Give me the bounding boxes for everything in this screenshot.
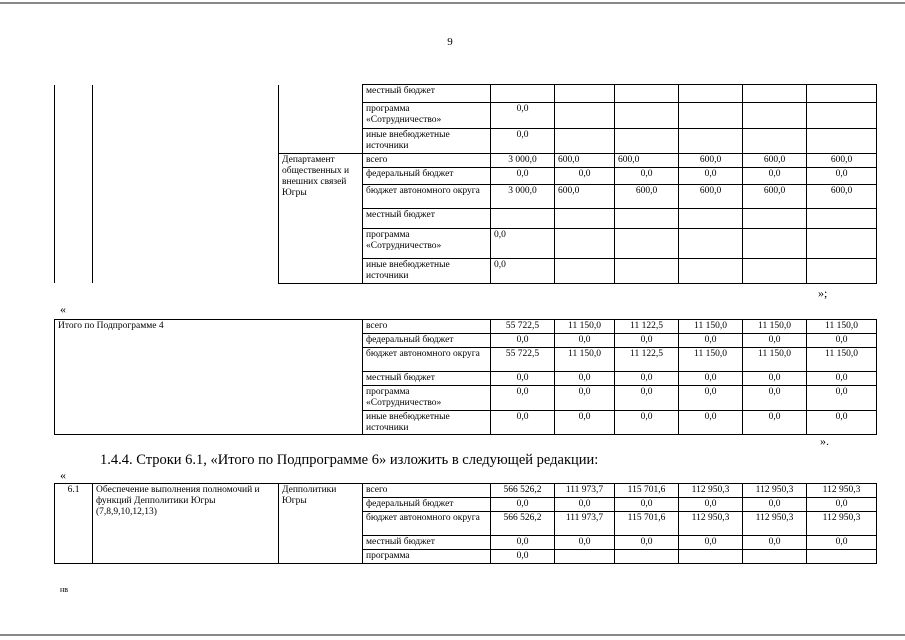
table-cell: 0,0 [679, 385, 743, 410]
table-cell: местный бюджет [363, 371, 491, 385]
table-cell: 0,0 [807, 497, 877, 511]
table-cell: 0,0 [491, 333, 555, 347]
table-cell: 112 950,3 [743, 511, 807, 535]
table-cell [555, 208, 615, 228]
table-cell [279, 85, 363, 154]
table-cell: 11 150,0 [807, 347, 877, 371]
table-cell: бюджет автономного округа [363, 347, 491, 371]
table-cell [615, 129, 679, 154]
table-cell: 600,0 [555, 153, 615, 167]
table-cell: всего [363, 484, 491, 498]
table-cell: 112 950,3 [679, 511, 743, 535]
table-cell [807, 549, 877, 563]
table-cell [615, 549, 679, 563]
table-cell: программа «Сотрудничество» [363, 228, 491, 258]
table-cell [491, 85, 555, 103]
table-cell [615, 258, 679, 283]
table-cell: 0,0 [679, 333, 743, 347]
table-row [55, 85, 877, 103]
subprogram-4-total-table [54, 319, 877, 435]
table-cell [679, 258, 743, 283]
measure-description: Обеспечение выполнения полномочий и функций Депполитики Югры (7,8,9,10,12,13) [93, 484, 279, 564]
table-cell: 0,0 [807, 371, 877, 385]
table-cell [679, 228, 743, 258]
table-cell: 112 950,3 [743, 484, 807, 498]
table-cell [743, 258, 807, 283]
table-cell: 11 150,0 [679, 320, 743, 334]
table-cell: 0,0 [679, 497, 743, 511]
continuation-table [54, 84, 877, 284]
table-cell: 111 973,7 [555, 511, 615, 535]
table-cell: 0,0 [807, 410, 877, 435]
table-cell: 11 122,5 [615, 347, 679, 371]
table-cell [807, 208, 877, 228]
table-row [55, 484, 877, 498]
table-cell: 600,0 [807, 184, 877, 208]
table-cell: 600,0 [615, 184, 679, 208]
table-cell: 11 122,5 [615, 320, 679, 334]
footer-mark: нв [60, 585, 69, 594]
table-cell [93, 85, 279, 284]
table-cell: 0,0 [743, 167, 807, 184]
table-cell: 0,0 [807, 385, 877, 410]
table-cell: бюджет автономного округа [363, 184, 491, 208]
table-cell [679, 129, 743, 154]
table-cell: программа «Сотрудничество» [363, 103, 491, 129]
table-cell: 0,0 [491, 103, 555, 129]
table-cell: 0,0 [491, 535, 555, 549]
table-cell: 600,0 [555, 184, 615, 208]
table-cell: 0,0 [807, 167, 877, 184]
table-cell: 0,0 [743, 497, 807, 511]
table-cell: программа «Сотрудничество» [363, 385, 491, 410]
table-cell: 566 526,2 [491, 484, 555, 498]
table-cell: 0,0 [491, 258, 555, 283]
table-cell: иные внебюджетные источники [363, 258, 491, 283]
table-cell: 0,0 [743, 535, 807, 549]
table-cell: 0,0 [555, 371, 615, 385]
executor-cell: Депполитики Югры [279, 484, 363, 564]
table-cell: 112 950,3 [807, 484, 877, 498]
table-cell: 600,0 [679, 153, 743, 167]
table-cell: 0,0 [491, 549, 555, 563]
table-cell: 0,0 [555, 497, 615, 511]
section-heading: 1.4.4. Строки 6.1, «Итого по Подпрограмме 6» изложить в следующей редакции: [100, 452, 599, 468]
top-border-line [0, 2, 905, 4]
table-cell [615, 208, 679, 228]
table-cell [615, 103, 679, 129]
table-cell: 0,0 [615, 333, 679, 347]
table-cell: всего [363, 153, 491, 167]
table-cell: 11 150,0 [743, 320, 807, 334]
table-cell: федеральный бюджет [363, 333, 491, 347]
table-cell [807, 258, 877, 283]
table-cell [555, 258, 615, 283]
table-cell [679, 85, 743, 103]
table-cell: 0,0 [555, 535, 615, 549]
table-cell: 0,0 [743, 371, 807, 385]
table-cell: 600,0 [679, 184, 743, 208]
table-cell: 0,0 [491, 167, 555, 184]
table-cell [55, 85, 93, 284]
table-cell: 0,0 [743, 333, 807, 347]
table-cell: 600,0 [807, 153, 877, 167]
table-cell: 0,0 [491, 129, 555, 154]
table-cell: 0,0 [679, 535, 743, 549]
table-cell: 0,0 [615, 535, 679, 549]
closing-quote: »; [818, 286, 828, 300]
table-cell: 0,0 [491, 371, 555, 385]
table-cell [491, 208, 555, 228]
table-cell: 0,0 [743, 385, 807, 410]
table-cell [743, 208, 807, 228]
subprogram-total-title: Итого по Подпрограмме 4 [55, 320, 363, 435]
table-cell: всего [363, 320, 491, 334]
table-cell: 0,0 [555, 385, 615, 410]
bottom-border-line [0, 634, 905, 636]
table-cell [743, 85, 807, 103]
table-cell [807, 103, 877, 129]
table-cell: 0,0 [679, 371, 743, 385]
table-cell: местный бюджет [363, 535, 491, 549]
opening-quote: « [60, 468, 66, 482]
table-cell [615, 85, 679, 103]
table-cell: 115 701,6 [615, 484, 679, 498]
table-cell [807, 228, 877, 258]
table-cell: 112 950,3 [679, 484, 743, 498]
table-cell: 0,0 [555, 410, 615, 435]
table-cell: 55 722,5 [491, 347, 555, 371]
closing-quote: ». [820, 434, 829, 448]
table-cell: 111 973,7 [555, 484, 615, 498]
table-cell [555, 85, 615, 103]
table-cell [743, 103, 807, 129]
table-cell: федеральный бюджет [363, 167, 491, 184]
table-cell: 0,0 [679, 410, 743, 435]
table-cell: местный бюджет [363, 208, 491, 228]
table-cell: 0,0 [615, 385, 679, 410]
table-cell: местный бюджет [363, 85, 491, 103]
table-cell: 0,0 [615, 497, 679, 511]
table-cell: 0,0 [615, 167, 679, 184]
table-cell [807, 85, 877, 103]
table-cell: 600,0 [615, 153, 679, 167]
table-cell: 0,0 [491, 497, 555, 511]
table-cell: 600,0 [743, 184, 807, 208]
table-cell [743, 549, 807, 563]
table-cell: 0,0 [807, 333, 877, 347]
table-cell: 0,0 [555, 333, 615, 347]
table-cell [555, 129, 615, 154]
table-cell [679, 549, 743, 563]
table-row [55, 320, 877, 334]
table-cell: 0,0 [743, 410, 807, 435]
table-cell: 0,0 [491, 385, 555, 410]
table-cell [555, 228, 615, 258]
table-cell: 0,0 [491, 228, 555, 258]
table-cell: 0,0 [615, 410, 679, 435]
table-cell: 0,0 [615, 371, 679, 385]
table-cell: 0,0 [555, 167, 615, 184]
table-cell: программа [363, 549, 491, 563]
table-cell: 11 150,0 [555, 347, 615, 371]
table-cell: 11 150,0 [807, 320, 877, 334]
table-cell [807, 129, 877, 154]
table-cell: 55 722,5 [491, 320, 555, 334]
table-cell: федеральный бюджет [363, 497, 491, 511]
table-cell: иные внебюджетные источники [363, 129, 491, 154]
table-cell: 115 701,6 [615, 511, 679, 535]
table-cell: 600,0 [743, 153, 807, 167]
table-cell: 11 150,0 [679, 347, 743, 371]
table-cell [555, 549, 615, 563]
table-cell: 0,0 [807, 535, 877, 549]
table-cell [743, 228, 807, 258]
table-cell: бюджет автономного округа [363, 511, 491, 535]
table-cell [743, 129, 807, 154]
table-cell [679, 208, 743, 228]
department-cell: Департамент общественных и внешних связей Югры [279, 153, 363, 283]
table-cell: 11 150,0 [555, 320, 615, 334]
table-cell: иные внебюджетные источники [363, 410, 491, 435]
table-cell: 11 150,0 [743, 347, 807, 371]
table-cell [615, 228, 679, 258]
row-number: 6.1 [55, 484, 93, 564]
table-cell: 0,0 [679, 167, 743, 184]
table-cell [555, 103, 615, 129]
row-6-1-table [54, 483, 877, 564]
table-cell: 3 000,0 [491, 184, 555, 208]
opening-quote: « [60, 302, 66, 316]
table-cell: 566 526,2 [491, 511, 555, 535]
table-cell [679, 103, 743, 129]
table-cell: 112 950,3 [807, 511, 877, 535]
table-cell: 0,0 [491, 410, 555, 435]
table-cell: 3 000,0 [491, 153, 555, 167]
page-number: 9 [447, 36, 453, 48]
